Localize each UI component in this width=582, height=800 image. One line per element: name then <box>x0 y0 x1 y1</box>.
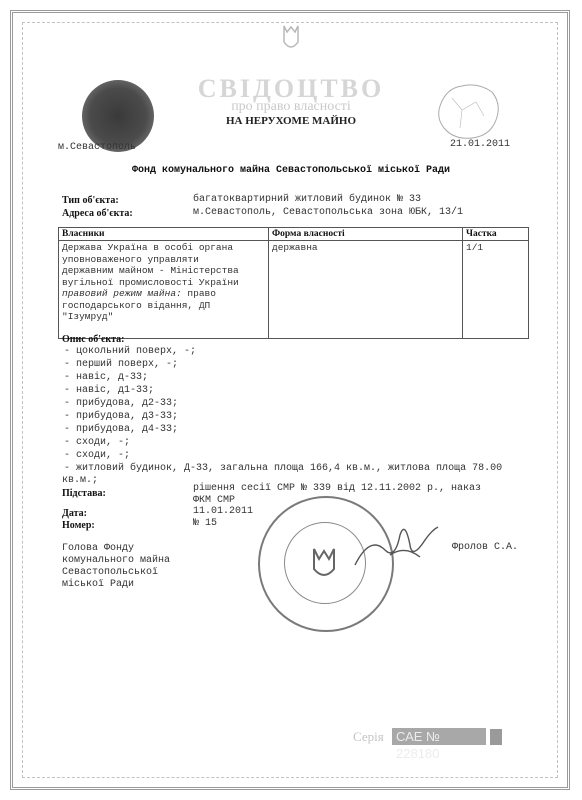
basis-value: ФКМ СМР <box>193 495 236 506</box>
description-item: - навіс, д1-33; <box>64 385 155 396</box>
object-address-value: м.Севастополь, Севастопольська зона ЮБК, 13/1 <box>193 207 464 218</box>
series-code: САЕ № 228180 <box>392 728 486 745</box>
description-item: - прибудова, д3-33; <box>64 411 179 422</box>
owner-line: господарського відання, ДП <box>62 299 211 311</box>
owner-line: Держава Україна в особі органа <box>62 242 234 253</box>
object-type-label: Тип об'єкта: <box>62 195 119 206</box>
basis-label: Підстава: <box>62 488 106 499</box>
description-item: кв.м.; <box>62 475 99 486</box>
issuer-name: Фонд комунального майна Севастопольської міської Ради <box>131 165 451 176</box>
owner-line: уповноваженого управляти <box>62 253 199 265</box>
document-subtitle-property: НА НЕРУХОМЕ МАЙНО <box>225 115 357 127</box>
trident-emblem-icon <box>304 545 344 585</box>
document-subtitle: про право власності <box>231 99 351 114</box>
owner-cell <box>59 241 269 339</box>
owners-column-header: Власники <box>59 228 269 241</box>
legal-regime-value: право <box>181 288 216 299</box>
signer-position: Севастопольської <box>62 567 159 578</box>
description-label: Опис об'єкта: <box>62 334 125 345</box>
issue-date: 21.01.2011 <box>449 139 510 150</box>
signer-name: Фролов С.А. <box>452 542 519 553</box>
description-item: - прибудова, д2-33; <box>64 398 179 409</box>
series-label: Серія <box>353 729 384 744</box>
description-item: - сходи, -; <box>64 450 131 461</box>
issue-city: м.Севастополь <box>58 142 137 153</box>
handwritten-signature <box>350 515 440 575</box>
description-item: - цокольний поверх, -; <box>64 346 197 357</box>
owner-line <box>62 288 265 300</box>
owner-line: державним майном - Міністерства <box>62 265 239 276</box>
legal-regime-label: правовий режим майна: <box>62 288 182 299</box>
ownership-form-column-header: Форма власності <box>269 228 463 241</box>
description-item: - навіс, д-33; <box>64 372 149 383</box>
ownership-form-cell: державна <box>269 241 463 339</box>
owner-line: "Ізумруд" <box>62 311 114 322</box>
owner-line: вугільної промисловості України <box>62 276 239 288</box>
share-cell: 1/1 <box>463 241 529 339</box>
description-item: - прибудова, д4-33; <box>64 424 179 435</box>
table-row <box>59 241 529 339</box>
basis-value: рішення сесії СМР № 339 від 12.11.2002 р., наказ <box>193 483 482 494</box>
owners-table-header-row <box>59 228 529 241</box>
description-item: - сходи, -; <box>64 437 131 448</box>
basis-number-value: № 15 <box>193 518 218 529</box>
basis-number-label: Номер: <box>62 520 95 531</box>
basis-date-label: Дата: <box>62 508 87 519</box>
object-type-value: багатоквартирний житловий будинок № 33 <box>193 194 422 205</box>
description-item: - перший поверх, -; <box>64 359 179 370</box>
object-address-label: Адреса об'єкта: <box>62 208 133 219</box>
signer-position: міської Ради <box>62 579 135 590</box>
share-column-header: Частка <box>463 228 529 241</box>
trident-emblem-icon <box>281 24 301 54</box>
signer-position: Голова Фонду <box>62 543 135 554</box>
document-title: СВІДОЦТВО <box>197 74 385 103</box>
basis-date-value: 11.01.2011 <box>193 506 254 517</box>
description-item: - житловий будинок, Д-33, загальна площа 166,4 кв.м., житлова площа 78.00 <box>64 463 503 474</box>
owners-table <box>58 227 529 339</box>
signer-position: комунального майна <box>62 555 171 566</box>
ua-flag-icon <box>490 729 502 745</box>
